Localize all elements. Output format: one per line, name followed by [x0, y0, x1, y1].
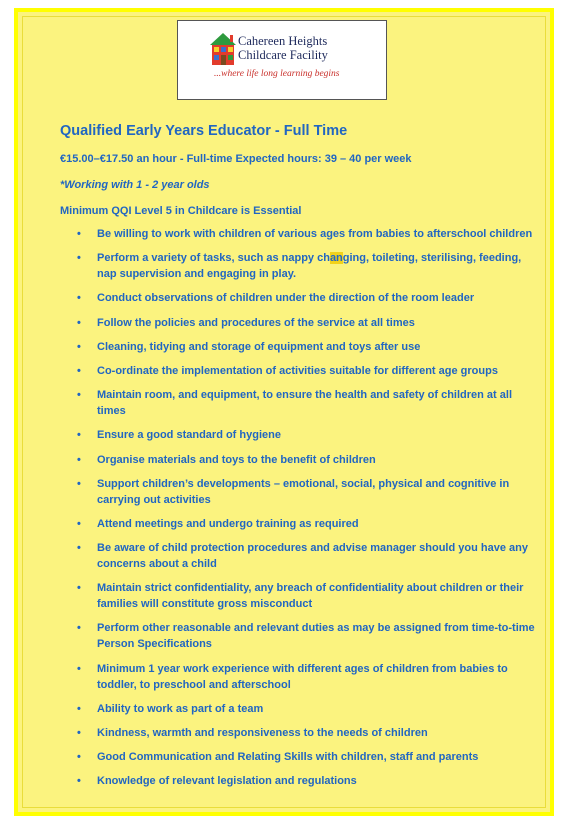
bullet-icon: •: [77, 622, 81, 635]
list-item: [60, 250, 540, 282]
duty-text: Maintain room, and equipment, to ensure the health and safety of children at all times: [97, 389, 513, 418]
duty-text: Perform other reasonable and relevant duties as may be assigned from time-to-time Person Specifications: [97, 622, 535, 651]
job-advert-page: [14, 8, 554, 816]
list-item: [60, 725, 540, 741]
bullet-icon: •: [77, 582, 81, 595]
bullet-icon: •: [77, 429, 81, 442]
bullet-icon: •: [77, 292, 81, 305]
logo-box: [177, 20, 387, 100]
list-item: [60, 427, 540, 443]
bullet-icon: •: [77, 702, 81, 715]
duty-text: Attend meetings and undergo training as required: [97, 517, 359, 530]
list-item: [60, 339, 540, 355]
logo-name-line1: Cahereen Heights: [238, 34, 328, 48]
list-item: [60, 580, 540, 612]
bullet-icon: •: [77, 751, 81, 764]
list-item: [60, 226, 540, 242]
bullet-icon: •: [77, 727, 81, 739]
duty-text: Be aware of child protection procedures and advise manager should you have any concerns about a child: [97, 542, 528, 571]
qualification-requirement: Minimum QQI Level 5 in Childcare is Essential: [60, 205, 302, 217]
bullet-icon: •: [77, 340, 81, 353]
duty-text: Maintain strict confidentiality, any breach of confidentiality about children or their families will constitute gross misconduct: [97, 582, 524, 611]
list-item: [60, 749, 540, 765]
duty-text: Support children’s developments – emotional, social, physical and cognitive in carrying out activities: [97, 477, 510, 506]
bullet-icon: •: [77, 775, 81, 788]
list-item: [60, 773, 540, 789]
duty-text: Follow the policies and procedures of the service at all times: [97, 316, 415, 329]
list-item: [60, 661, 540, 693]
duty-text: Conduct observations of children under the direction of the room leader: [97, 292, 475, 305]
house-logo-icon: [208, 31, 238, 67]
list-item: [60, 701, 540, 717]
list-item: [60, 452, 540, 468]
bullet-icon: •: [77, 389, 81, 402]
logo-tagline: ...where life long learning begins: [214, 69, 340, 79]
bullet-icon: •: [77, 662, 81, 675]
bullet-icon: •: [77, 228, 81, 240]
list-item: [60, 516, 540, 532]
list-item: [60, 315, 540, 331]
list-item: [60, 363, 540, 379]
bullet-icon: •: [77, 542, 81, 555]
bullet-icon: •: [77, 364, 81, 377]
bullet-icon: •: [77, 453, 81, 466]
duty-text: Kindness, warmth and responsiveness to the needs of children: [97, 727, 428, 739]
duty-text: Organise materials and toys to the benefit of children: [97, 453, 376, 466]
duty-text: Knowledge of relevant legislation and regulations: [97, 775, 357, 788]
logo-name-line2: Childcare Facility: [238, 48, 328, 62]
job-title: Qualified Early Years Educator - Full Time: [60, 123, 348, 139]
bullet-icon: •: [77, 477, 81, 490]
duty-text: Be willing to work with children of various ages from babies to afterschool children: [97, 228, 533, 240]
duty-text: Good Communication and Relating Skills with children, staff and parents: [97, 751, 479, 764]
text-highlight: an: [329, 252, 343, 265]
list-item: [60, 540, 540, 572]
duty-text: Cleaning, tidying and storage of equipment and toys after use: [97, 340, 421, 353]
bullet-icon: •: [77, 517, 81, 530]
job-content: [60, 122, 540, 798]
duty-text: Ability to work as part of a team: [97, 702, 264, 715]
list-item: [60, 620, 540, 652]
duty-text: Co-ordinate the implementation of activities suitable for different age groups: [97, 364, 498, 377]
age-group-note: *Working with 1 - 2 year olds: [60, 179, 210, 191]
duties-list: [60, 226, 540, 789]
list-item: [60, 476, 540, 508]
duty-text: Perform a variety of tasks, such as nappy changing, toileting, sterilising, feeding, nap supervision and engaging in play.: [97, 252, 522, 281]
bullet-icon: •: [77, 252, 81, 265]
list-item: [60, 387, 540, 419]
duty-text: Minimum 1 year work experience with different ages of children from babies to toddler, to preschool and afterschool: [97, 662, 508, 691]
list-item: [60, 290, 540, 306]
duty-text: Ensure a good standard of hygiene: [97, 429, 281, 442]
pay-and-hours: €15.00–€17.50 an hour - Full-time Expected hours: 39 – 40 per week: [60, 153, 412, 165]
bullet-icon: •: [77, 316, 81, 329]
